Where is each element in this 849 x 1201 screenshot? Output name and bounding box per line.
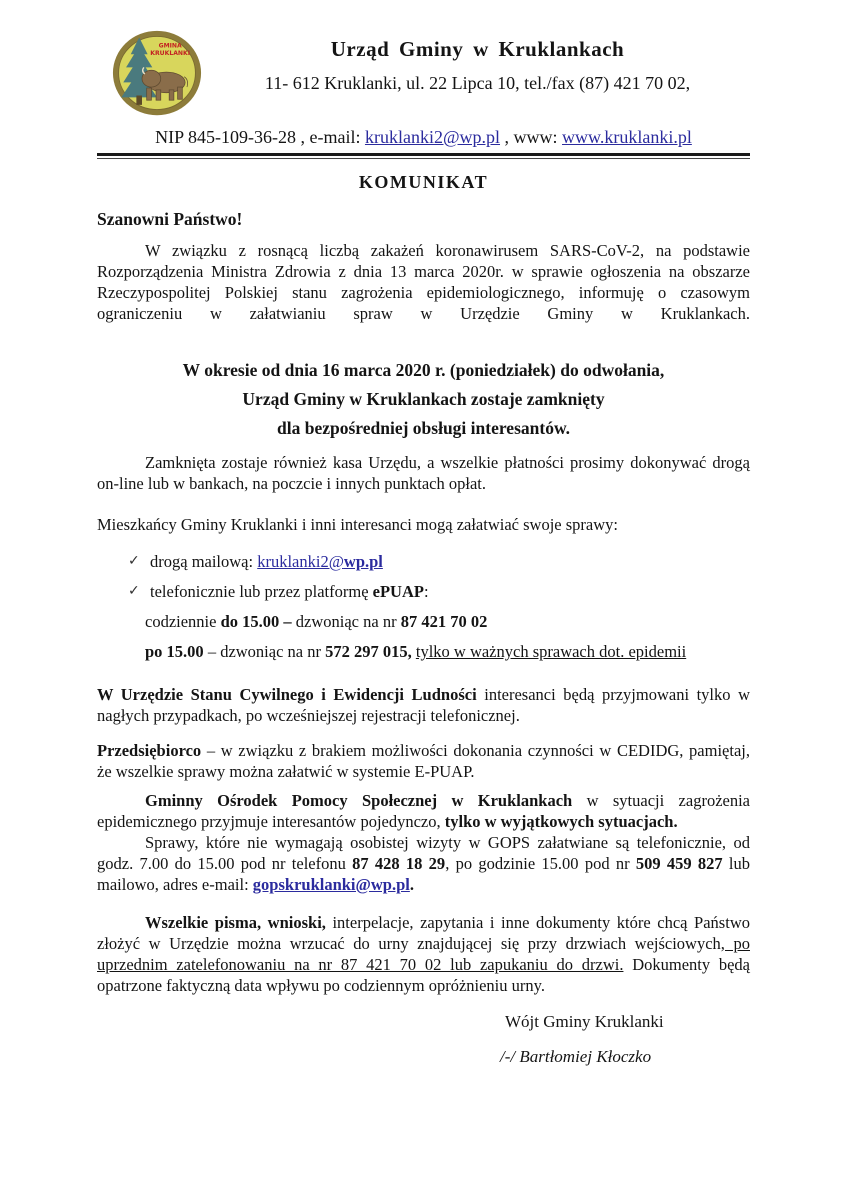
gops-after-text: , po godzinie 15.00 pod nr xyxy=(445,854,636,873)
phone-option-text xyxy=(150,581,429,602)
org-contact-line xyxy=(97,127,750,148)
contact-options-list xyxy=(97,551,750,662)
email-option-label: drogą mailową: xyxy=(150,552,258,571)
urn-rest1: interpelacje, zapytania i inne dokumenty które chcą Państwo złożyć w Urzędzie można wrzucać do urny znajdującej się przy drzwiach wejściowych xyxy=(97,913,750,953)
epuap-label: ePUAP xyxy=(372,582,424,601)
gops-phone-paragraph xyxy=(97,832,750,895)
daily-hours-line xyxy=(145,611,750,632)
epidemic-only-note: tylko w ważnych sprawach dot. epidemii xyxy=(415,642,687,661)
daily-phone-number: 87 421 70 02 xyxy=(400,612,488,631)
gops-mid: w sytuacji zagrożenia epidemicznego przyjmuje interesantów pojedynczo, xyxy=(97,791,750,831)
phone-option-colon: : xyxy=(423,582,429,601)
signature-name: /-/ Bartłomiej Kłoczko xyxy=(500,1047,652,1066)
intro-paragraph: W związku z rosnącą liczbą zakażeń koronawirusem SARS-CoV-2, na podstawie Rozporządzenia Ministra Zdrowia z dnia 13 marca 2020r. w sprawie ogłoszenia na obszarze Rzeczypospolitej Polskiej stanu zagrożenia epidemiologicznego, informuję o czasowym ograniczeniu w załatwianiu spraw w Urzędzie Gminy w Kruklankach. xyxy=(97,241,750,323)
phone-option-label: telefonicznie lub przez platformę xyxy=(150,582,373,601)
letterhead-text xyxy=(205,28,750,120)
urn-bold-lead: Wszelkie pisma, wnioski, xyxy=(145,913,326,932)
contact-separator: , www: xyxy=(500,127,563,147)
after-phone-number: 572 297 015, xyxy=(325,642,416,661)
usc-office-name: W Urzędzie Stanu Cywilnego i Ewidencji Ludności xyxy=(97,685,477,704)
email-option-text xyxy=(150,551,383,572)
salutation: Szanowni Państwo! xyxy=(97,209,243,229)
gops-name: Gminny Ośrodek Pomocy Społecznej w Kruklankach xyxy=(145,791,573,810)
gmina-kruklanki-logo xyxy=(109,28,205,118)
phone-option xyxy=(97,581,750,602)
gops-paragraph xyxy=(97,790,750,832)
daily-hours: do 15.00 – xyxy=(220,612,292,631)
gops-phone-intro: Sprawy, które nie wymagają osobistej wizyty w GOPS załatwiane są telefonicznie, od godz. 7.00 do 15.00 pod nr telefonu xyxy=(97,833,750,873)
email-link[interactable]: kruklanki2@wp.pl xyxy=(364,127,501,147)
notice-line-2: Urząd Gminy w Kruklankach zostaje zamknięty xyxy=(242,389,605,409)
email-option-link[interactable] xyxy=(257,552,383,571)
org-name: Urząd Gminy w Kruklankach xyxy=(330,37,625,61)
urn-rest2: Dokumenty będą opatrzone faktyczną data wpływu po codziennym opróżnieniu urny. xyxy=(97,955,750,995)
notice-line-3: dla bezpośredniej obsługi interesantów. xyxy=(277,418,570,438)
signature-role: Wójt Gminy Kruklanki xyxy=(505,1012,664,1031)
gops-mobile-number: 509 459 827 xyxy=(635,854,723,873)
email-link-user: kruklanki2@ xyxy=(257,552,344,571)
urn-underlined-note: , po uprzednim zatelefonowaniu na nr 87 421 70 02 lub zapukaniu do drzwi. xyxy=(97,934,750,974)
contact-intro: Mieszkańcy Gminy Kruklanki i inni interesanci mogą załatwiać swoje sprawy: xyxy=(97,515,618,534)
gops-email-link[interactable]: gopskruklanki@wp.pl xyxy=(252,875,410,894)
gops-dot: . xyxy=(409,875,414,894)
gops-phone-number: 87 428 18 29 xyxy=(352,854,446,873)
daily-mid: dzwoniąc na nr xyxy=(291,612,401,631)
website-link[interactable]: www.kruklanki.pl xyxy=(562,127,692,147)
daily-pre: codziennie xyxy=(145,612,221,631)
urn-paragraph xyxy=(97,912,750,996)
org-address: 11- 612 Kruklanki, ul. 22 Lipca 10, tel./fax (87) 421 70 02, xyxy=(264,73,691,93)
entrepreneur-label: Przedsiębiorco xyxy=(97,741,202,760)
entrepreneur-rest: – w związku z brakiem możliwości dokonania czynności w CEDIDG, pamiętaj, że wszelkie sprawy można załatwić w systemie E-PUAP. xyxy=(97,741,750,781)
gops-section xyxy=(97,790,750,895)
usc-rest: interesanci będą przyjmowani tylko w nagłych przypadkach, po wcześniejszej rejestracji telefonicznej. xyxy=(97,685,750,725)
header-divider xyxy=(97,153,750,159)
notice-line-1: W okresie od dnia 16 marca 2020 r. (poniedziałek) do odwołania, xyxy=(182,360,665,380)
coat-of-arms-icon xyxy=(109,28,205,118)
after-mid: – dzwoniąc na nr xyxy=(203,642,326,661)
email-option xyxy=(97,551,750,572)
check-icon: ✓ xyxy=(128,553,140,569)
logo-text-line2: KRUKLANKI xyxy=(150,50,190,58)
nip-text: NIP 845-109-36-28 , e-mail: xyxy=(155,127,365,147)
after-hours: po 15.00 xyxy=(145,642,204,661)
logo-text-line1: GMINA xyxy=(158,42,182,50)
check-icon: ✓ xyxy=(128,583,140,599)
entrepreneur-paragraph xyxy=(97,740,750,782)
gops-exceptional: tylko w wyjątkowych sytuacjach. xyxy=(444,812,678,831)
page-title: KOMUNIKAT xyxy=(358,172,489,192)
gops-email-label: lub mailowo, adres e-mail: xyxy=(97,854,751,894)
after-hours-line xyxy=(145,641,750,662)
cash-paragraph: Zamknięta zostaje również kasa Urzędu, a wszelkie płatności prosimy dokonywać drogą on-line lub w bankach, na poczcie i innych punktach opłat. xyxy=(97,453,750,493)
closure-notice xyxy=(97,356,750,443)
email-link-domain: wp.pl xyxy=(343,552,383,571)
letterhead xyxy=(97,28,750,120)
usc-paragraph xyxy=(97,684,750,726)
